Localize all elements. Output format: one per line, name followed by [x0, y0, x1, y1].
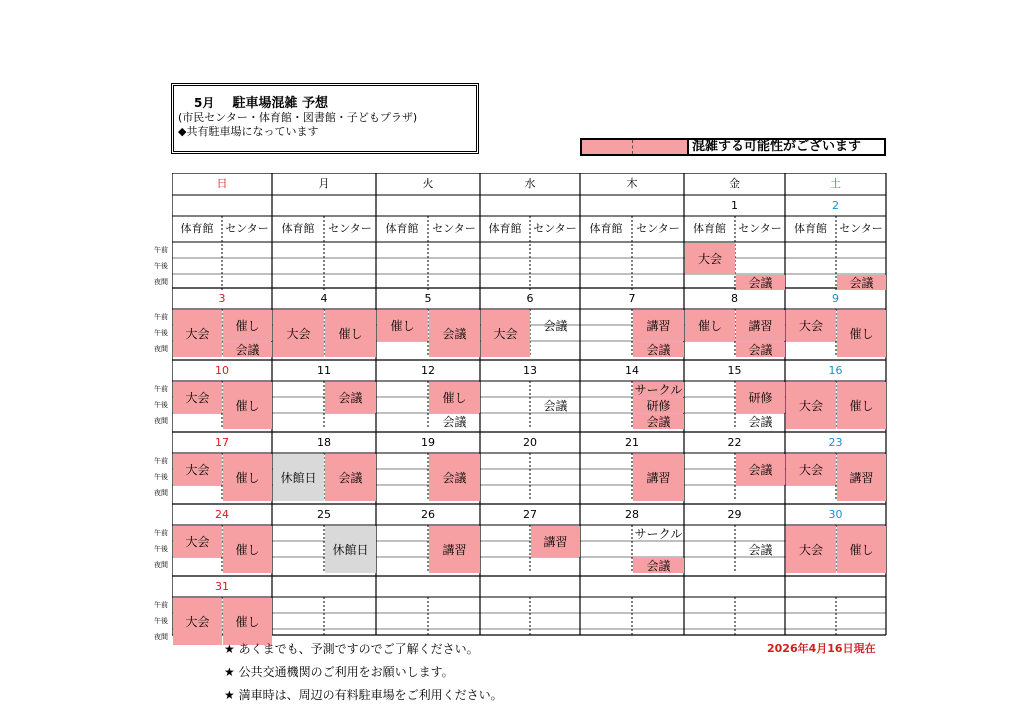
event-cell: 会議 — [736, 454, 785, 485]
event-cell: 会議 — [633, 414, 684, 429]
date-number: 6 — [526, 292, 534, 305]
time-label: 午前 — [154, 313, 168, 321]
date-number — [172, 195, 272, 216]
event-cell: 会議 — [429, 454, 480, 501]
sub-header-gym: 体育館 — [488, 222, 522, 235]
event-cell: 講習 — [633, 310, 684, 341]
event-cell: 会議 — [543, 399, 568, 413]
event-cell: 大会 — [273, 310, 324, 357]
event-cell: 講習 — [736, 310, 785, 341]
date-number: 14 — [625, 364, 639, 377]
date-number: 16 — [828, 364, 843, 377]
date-number — [272, 195, 376, 216]
sub-header-center: センター — [636, 222, 680, 235]
date-number: 2 — [832, 199, 839, 212]
sub-header-center: センター — [738, 222, 782, 235]
date-stamp: 2026年4月16日現在 — [767, 642, 876, 655]
date-number: 28 — [625, 508, 639, 521]
date-number — [785, 576, 886, 597]
event-cell: 講習 — [633, 454, 684, 501]
facilities-text: (市民センター・体育館・図書館・子どもプラザ) — [178, 111, 418, 124]
time-label: 夜間 — [154, 489, 168, 497]
event-cell: 催し — [223, 526, 272, 573]
date-number — [480, 195, 580, 216]
event-cell: 会議 — [748, 415, 773, 429]
event-cell: 講習 — [531, 526, 580, 557]
event-cell: 催し — [837, 526, 886, 573]
event-cell: 大会 — [173, 382, 222, 413]
event-cell: 研修 — [736, 382, 785, 413]
date-number: 10 — [215, 364, 229, 377]
event-cell: 大会 — [685, 243, 735, 274]
event-cell: 催し — [837, 310, 886, 357]
calendar — [154, 173, 886, 641]
date-number — [376, 195, 480, 216]
date-number: 18 — [317, 436, 331, 449]
weekday-header: 月 — [318, 177, 330, 190]
sub-header-gym: 体育館 — [794, 222, 827, 235]
legend-swatch — [582, 140, 633, 154]
date-number: 19 — [421, 436, 435, 449]
date-number: 12 — [421, 364, 435, 377]
date-number: 24 — [215, 508, 229, 521]
sub-header-center: センター — [225, 222, 269, 235]
event-cell: 催し — [837, 382, 886, 429]
date-number: 27 — [523, 508, 537, 521]
date-number: 5 — [424, 292, 432, 305]
event-cell: 大会 — [786, 454, 836, 485]
event-cell: 会議 — [837, 275, 886, 290]
date-number: 4 — [320, 292, 328, 305]
sub-header-center: センター — [533, 222, 577, 235]
event-cell: 大会 — [173, 454, 222, 485]
event-cell: 会議 — [325, 382, 376, 413]
date-number: 29 — [727, 508, 742, 521]
event-cell: 大会 — [173, 526, 222, 557]
title-text: 駐車場混雑 予想 — [232, 96, 328, 111]
event-cell: 会議 — [748, 543, 773, 557]
time-label: 夜間 — [154, 633, 168, 641]
date-number — [480, 576, 580, 597]
date-number — [272, 576, 376, 597]
event-cell: 会議 — [633, 558, 684, 573]
legend-swatch — [633, 140, 689, 154]
legend — [580, 138, 886, 156]
date-number — [580, 195, 684, 216]
title-box — [171, 83, 479, 154]
date-number: 1 — [731, 199, 738, 212]
event-cell: 大会 — [481, 310, 530, 357]
event-cell: 大会 — [786, 382, 836, 429]
event-cell: 大会 — [173, 598, 222, 645]
time-label: 夜間 — [154, 561, 168, 569]
event-cell: 催し — [223, 454, 272, 501]
event-cell: 催し — [377, 310, 428, 341]
time-label: 午前 — [154, 601, 168, 609]
date-number: 23 — [828, 436, 843, 449]
date-number: 9 — [832, 292, 839, 305]
event-cell: 大会 — [173, 310, 222, 357]
event-cell: 会議 — [543, 319, 568, 333]
date-number: 15 — [727, 364, 742, 377]
event-cell: サークル — [634, 383, 683, 397]
sub-header-gym: 体育館 — [180, 222, 214, 235]
page-title — [194, 92, 476, 111]
event-cell: 研修 — [633, 398, 684, 413]
event-cell: 講習 — [429, 526, 480, 573]
event-cell: 催し — [685, 310, 735, 341]
date-number — [580, 576, 684, 597]
note-1: ★ あくまでも、予測ですのでご了解ください。 — [224, 642, 479, 656]
event-cell: サークル — [634, 527, 683, 541]
shared-parking-note: ◆共有駐車場になっています — [178, 125, 319, 138]
date-number: 22 — [727, 436, 742, 449]
time-label: 午前 — [154, 457, 168, 465]
date-number — [376, 576, 480, 597]
event-cell: 会議 — [736, 342, 785, 357]
weekday-header: 火 — [422, 177, 434, 190]
time-label: 午前 — [154, 529, 168, 537]
time-label: 午後 — [154, 473, 168, 481]
time-label: 午後 — [154, 617, 168, 625]
note-3: ★ 満車時は、周辺の有料駐車場をご利用ください。 — [224, 688, 503, 702]
event-cell: 会議 — [633, 342, 684, 357]
date-number: 31 — [215, 580, 229, 593]
date-number: 17 — [215, 436, 229, 449]
date-number: 30 — [828, 508, 843, 521]
date-number: 3 — [218, 292, 226, 305]
event-cell: 大会 — [786, 526, 836, 573]
date-number: 25 — [317, 508, 331, 521]
weekday-header: 木 — [626, 177, 638, 190]
weekday-header: 日 — [216, 177, 228, 190]
time-label: 午前 — [154, 246, 168, 254]
sub-header-center: センター — [839, 222, 883, 235]
event-cell: 講習 — [837, 454, 886, 501]
time-label: 夜間 — [154, 345, 168, 353]
time-label: 午後 — [154, 262, 168, 270]
event-cell: 催し — [223, 598, 272, 645]
weekday-header: 土 — [830, 177, 841, 190]
note-2: ★ 公共交通機関のご利用をお願いします。 — [224, 665, 454, 679]
date-number: 13 — [523, 364, 537, 377]
event-cell: 会議 — [736, 275, 785, 290]
event-cell: 催し — [429, 382, 480, 413]
sub-header-gym: 体育館 — [693, 222, 726, 235]
date-number: 21 — [625, 436, 639, 449]
time-label: 午前 — [154, 385, 168, 393]
event-cell: 会議 — [442, 415, 467, 429]
date-number: 7 — [628, 292, 636, 305]
date-number: 8 — [731, 292, 738, 305]
sub-header-gym: 体育館 — [281, 222, 315, 235]
sub-header-gym: 体育館 — [589, 222, 623, 235]
event-cell: 大会 — [786, 310, 836, 341]
sub-header-gym: 体育館 — [385, 222, 419, 235]
event-cell: 催し — [325, 310, 376, 357]
time-label: 午後 — [154, 329, 168, 337]
time-label: 午後 — [154, 401, 168, 409]
month-label: 5月 — [194, 96, 215, 110]
weekday-header: 水 — [524, 177, 536, 190]
event-cell: 催し — [223, 382, 272, 429]
weekday-header: 金 — [729, 177, 740, 190]
legend-label: 混雑する可能性がございます — [692, 139, 862, 154]
event-cell: 会議 — [429, 310, 480, 357]
date-number — [684, 576, 785, 597]
event-cell: 会議 — [223, 342, 272, 357]
date-number: 20 — [523, 436, 537, 449]
event-cell: 催し — [223, 310, 272, 341]
time-label: 夜間 — [154, 417, 168, 425]
date-number: 26 — [421, 508, 435, 521]
sub-header-center: センター — [328, 222, 372, 235]
time-label: 夜間 — [154, 278, 168, 286]
sub-header-center: センター — [432, 222, 476, 235]
time-label: 午後 — [154, 545, 168, 553]
event-cell: 休館日 — [325, 526, 376, 573]
event-cell: 休館日 — [273, 454, 324, 501]
date-number: 11 — [317, 364, 331, 377]
event-cell: 会議 — [325, 454, 376, 501]
